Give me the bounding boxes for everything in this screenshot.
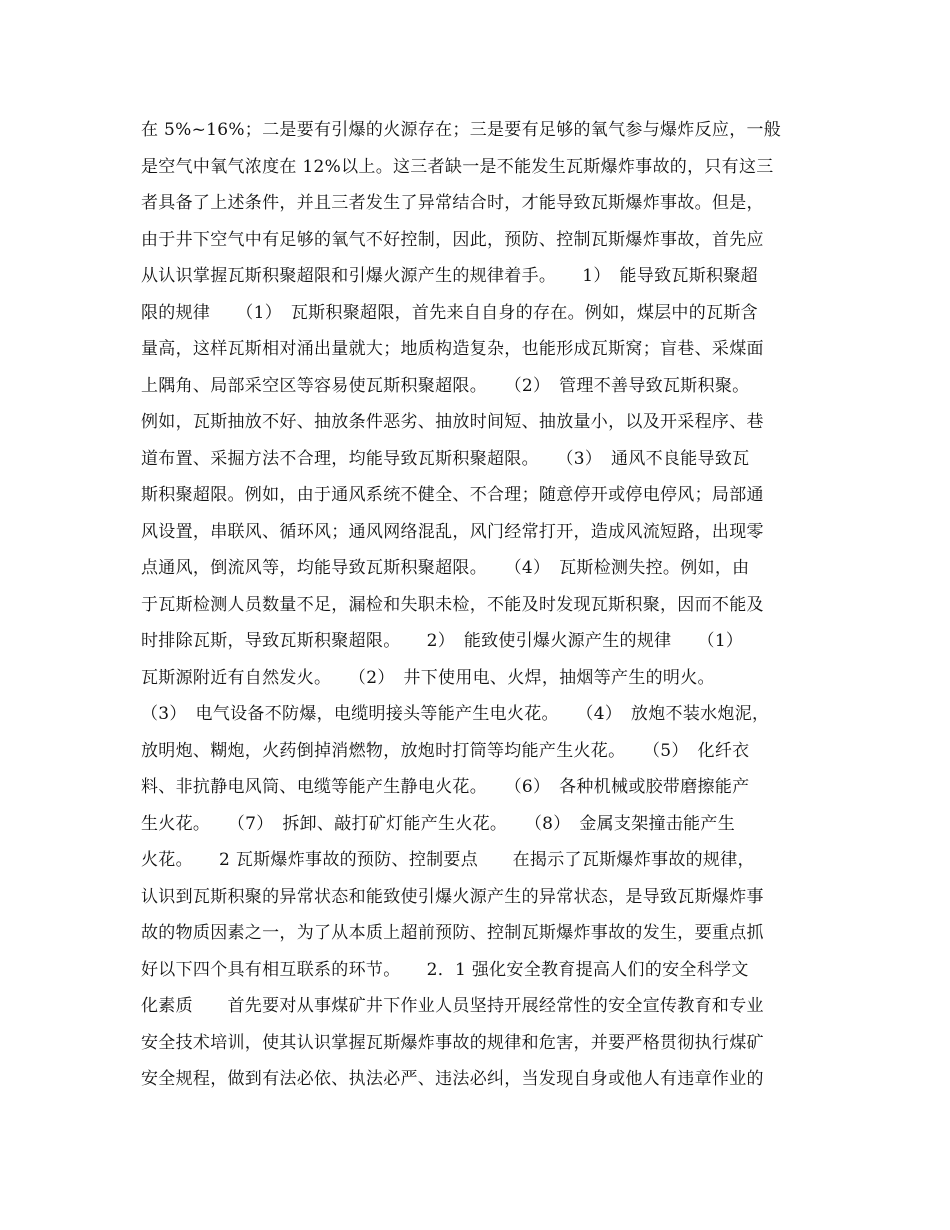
text-line: 是空气中氧气浓度在 12%以上。这三者缺一是不能发生瓦斯爆炸事故的，只有这三 <box>141 156 774 177</box>
text-line: 生火花。 （7） 拆卸、敲打矿灯能产生火花。 （8） 金属支架撞击能产生 <box>141 813 736 834</box>
text-line: 风设置，串联风、循环风；通风网络混乱，风门经常打开，造成风流短路，出现零 <box>141 521 764 542</box>
text-line: 点通风，倒流风等，均能导致瓦斯积聚超限。 （4） 瓦斯检测失控。例如，由 <box>141 558 750 578</box>
text-line: 安全规程，做到有法必依、执法必严、违法必纠，当发现自身或他人有违章作业的 <box>141 1069 764 1089</box>
text-line: 于瓦斯检测人员数量不足，漏检和失职未检，不能及时发现瓦斯积聚，因而不能及 <box>141 594 764 615</box>
text-line: 例如，瓦斯抽放不好、抽放条件恶劣、抽放时间短、抽放量小，以及开采程序、巷 <box>141 412 764 432</box>
text-line: 量高，这样瓦斯相对涌出量就大；地质构造复杂，也能形成瓦斯窝；盲巷、采煤面 <box>141 339 764 359</box>
text-line: （3） 电气设备不防爆，电缆明接头等能产生电火花。 （4） 放炮不装水炮泥， <box>141 704 770 724</box>
text-line: 限的规律 （1） 瓦斯积聚超限，首先来自自身的存在。例如，煤层中的瓦斯含 <box>141 302 758 323</box>
text-line: 火花。 2 瓦斯爆炸事故的预防、控制要点 在揭示了瓦斯爆炸事故的规律， <box>141 850 755 870</box>
text-line: 好以下四个具有相互联系的环节。 2．1 强化安全教育提高人们的安全科学文 <box>141 959 749 980</box>
text-line: 由于井下空气中有足够的氧气不好控制，因此，预防、控制瓦斯爆炸事故，首先应 <box>141 229 764 250</box>
text-line: 放明炮、糊炮，火药倒掉消燃物，放炮时打筒等均能产生火花。 （5） 化纤衣 <box>141 740 750 761</box>
text-line: 时排除瓦斯，导致瓦斯积聚超限。 2） 能致使引爆火源产生的规律 （1） <box>141 631 744 651</box>
text-line: 在 5%~16%；二是要有引爆的火源存在；三是要有足够的氧气参与爆炸反应，一般 <box>141 120 782 140</box>
text-line: 者具备了上述条件，并且三者发生了异常结合时，才能导致瓦斯爆炸事故。但是， <box>141 193 764 213</box>
body-text <box>141 112 821 1098</box>
text-line: 化素质 首先要对从事煤矿井下作业人员坚持开展经常性的安全宣传教育和专业 <box>141 996 764 1016</box>
text-line: 料、非抗静电风筒、电缆等能产生静电火花。 （6） 各种机械或胶带磨擦能产 <box>141 777 750 797</box>
text-line: 斯积聚超限。例如，由于通风系统不健全、不合理；随意停开或停电停风；局部通 <box>141 485 764 505</box>
text-line: 瓦斯源附近有自然发火。 （2） 井下使用电、火焊，抽烟等产生的明火。 <box>141 667 715 688</box>
text-line: 认识到瓦斯积聚的异常状态和能致使引爆火源产生的异常状态，是导致瓦斯爆炸事 <box>141 886 764 907</box>
text-line: 故的物质因素之一，为了从本质上超前预防、控制瓦斯爆炸事故的发生，要重点抓 <box>141 923 764 943</box>
text-line: 从认识掌握瓦斯积聚超限和引爆火源产生的规律着手。 1） 能导致瓦斯积聚超 <box>141 266 758 286</box>
text-line: 安全技术培训，使其认识掌握瓦斯爆炸事故的规律和危害，并要严格贯彻执行煤矿 <box>141 1032 764 1053</box>
text-line: 上隅角、局部采空区等容易使瓦斯积聚超限。 （2） 管理不善导致瓦斯积聚。 <box>141 375 750 396</box>
text-line: 道布置、采掘方法不合理，均能导致瓦斯积聚超限。 （3） 通风不良能导致瓦 <box>141 448 750 469</box>
